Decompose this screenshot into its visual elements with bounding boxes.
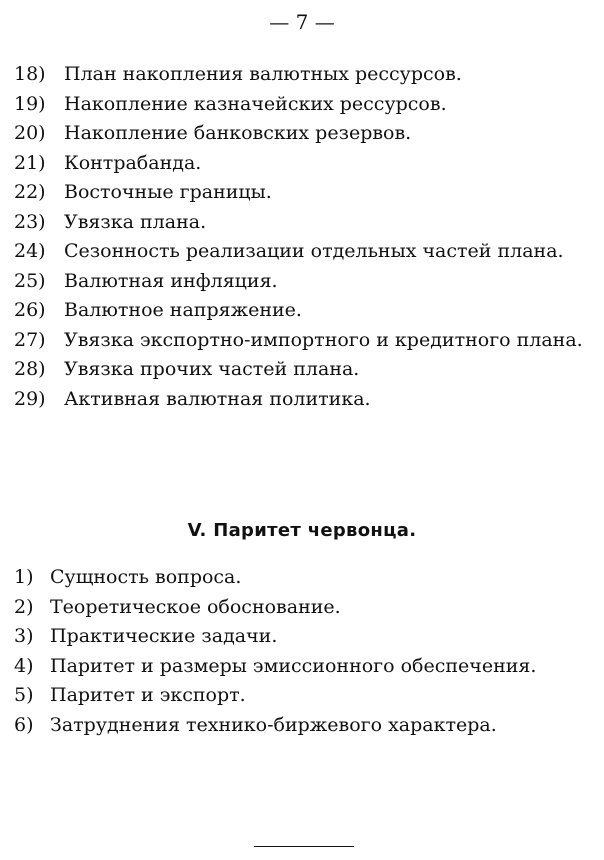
item-number: 23) bbox=[14, 210, 46, 233]
item-text: План накопления валютных рессурсов. bbox=[64, 63, 462, 85]
list-item bbox=[14, 681, 588, 711]
item-number: 22) bbox=[14, 181, 46, 203]
item-text: Увязка прочих частей плана. bbox=[64, 358, 360, 380]
list-item bbox=[14, 385, 588, 415]
item-number: 3) bbox=[14, 625, 34, 647]
item-text: Паритет и размеры эмиссионного обеспечения. bbox=[50, 654, 537, 677]
item-text: Активная валютная политика. bbox=[64, 387, 371, 410]
item-number: 4) bbox=[14, 654, 34, 677]
item-number: 6) bbox=[14, 713, 34, 736]
list-item bbox=[14, 296, 588, 326]
item-text: Увязка экспортно-импортного и кредитного плана. bbox=[64, 328, 583, 351]
item-text: Увязка плана. bbox=[64, 210, 207, 233]
list-item bbox=[14, 90, 588, 120]
item-number: 20) bbox=[14, 122, 46, 144]
list-item bbox=[14, 149, 588, 179]
item-number: 5) bbox=[14, 684, 34, 706]
item-number: 2) bbox=[14, 595, 34, 618]
item-number: 1) bbox=[14, 566, 34, 588]
item-text: Затруднения технико-биржевого характера. bbox=[50, 713, 497, 736]
item-text: Валютное напряжение. bbox=[64, 299, 302, 321]
list-item bbox=[14, 355, 588, 385]
item-number: 19) bbox=[14, 92, 46, 115]
item-number: 21) bbox=[14, 151, 46, 174]
list-item bbox=[14, 652, 588, 682]
item-number: 24) bbox=[14, 240, 46, 262]
list-item bbox=[14, 119, 588, 149]
item-text: Практические задачи. bbox=[50, 625, 278, 647]
item-text: Контрабанда. bbox=[64, 151, 202, 174]
item-text: Сезонность реализации отдельных частей плана. bbox=[64, 240, 564, 262]
list-item bbox=[14, 326, 588, 356]
contents-list-bottom bbox=[14, 563, 588, 740]
item-number: 18) bbox=[14, 63, 46, 85]
list-item bbox=[14, 593, 588, 623]
list-item bbox=[14, 178, 588, 208]
item-number: 25) bbox=[14, 269, 46, 292]
item-text: Сущность вопроса. bbox=[50, 566, 242, 588]
item-text: Валютная инфляция. bbox=[64, 269, 278, 292]
item-number: 28) bbox=[14, 358, 46, 380]
item-number: 27) bbox=[14, 328, 46, 351]
list-item bbox=[14, 60, 588, 90]
item-number: 26) bbox=[14, 299, 46, 321]
page-number: — 7 — bbox=[269, 10, 335, 34]
item-number: 29) bbox=[14, 387, 46, 410]
item-text: Паритет и экспорт. bbox=[50, 684, 246, 706]
footer-rule bbox=[254, 846, 354, 847]
list-item bbox=[14, 563, 588, 593]
list-item bbox=[14, 237, 588, 267]
item-text: Восточные границы. bbox=[64, 181, 272, 203]
item-text: Накопление банковских резервов. bbox=[64, 122, 412, 144]
item-text: Теоретическое обоснование. bbox=[50, 595, 341, 618]
contents-list-top bbox=[14, 60, 588, 414]
list-item bbox=[14, 711, 588, 741]
section-heading: V. Паритет червонца. bbox=[187, 520, 417, 541]
item-text: Накопление казначейских рессурсов. bbox=[64, 92, 447, 115]
list-item bbox=[14, 267, 588, 297]
list-item bbox=[14, 208, 588, 238]
list-item bbox=[14, 622, 588, 652]
